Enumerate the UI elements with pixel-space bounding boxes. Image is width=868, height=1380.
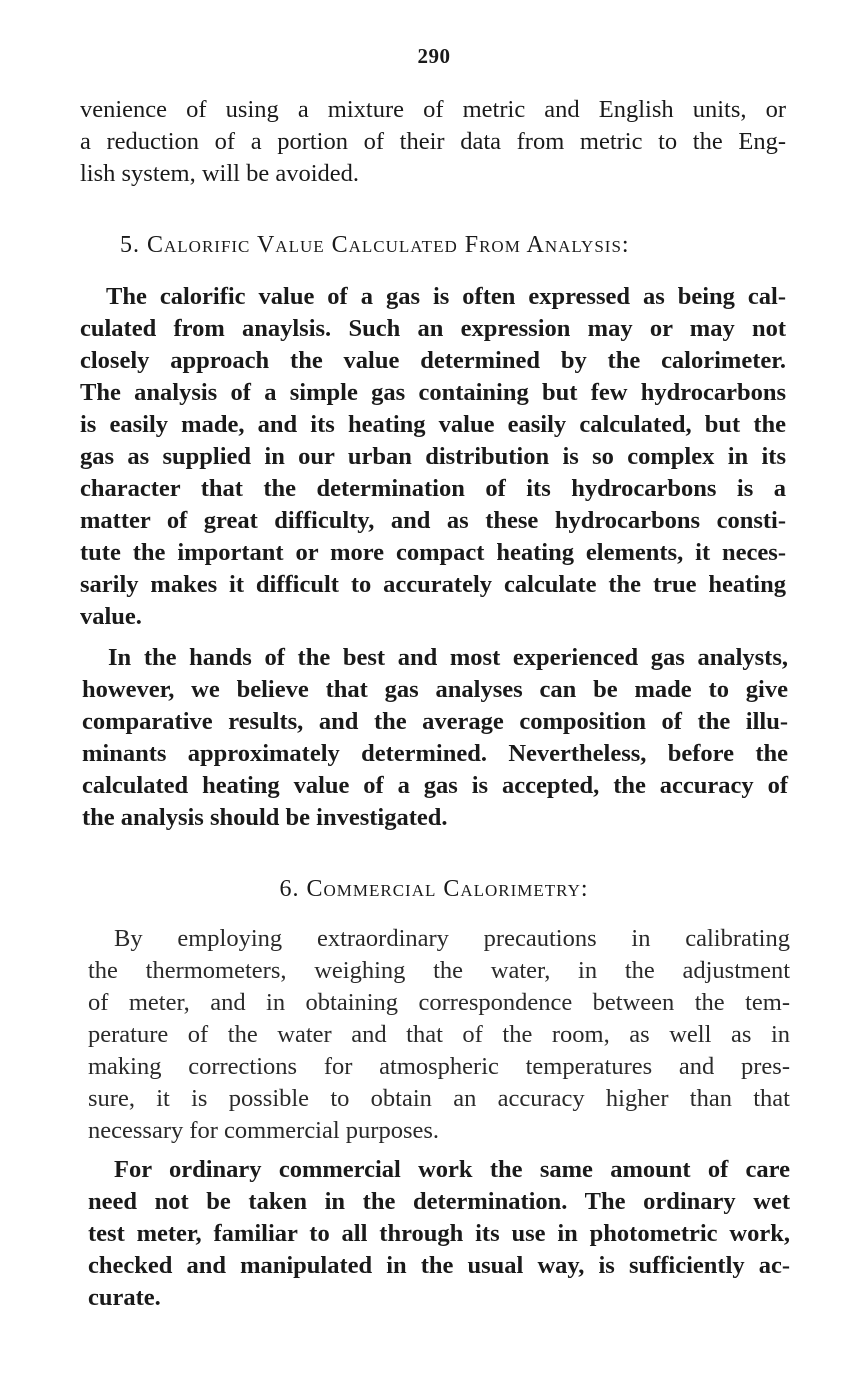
text-line: the thermometers, weighing the water, in the adjustment bbox=[88, 957, 790, 984]
text-line: checked and manipulated in the usual way, is sufficiently ac- bbox=[88, 1252, 790, 1279]
text-line: of meter, and in obtaining correspondence between the tem- bbox=[88, 989, 790, 1016]
text-line: perature of the water and that of the room, as well as in bbox=[88, 1021, 790, 1048]
text-line: venience of using a mixture of metric and English units, or bbox=[80, 96, 786, 123]
section-heading-text: 5. Calorific Value Calculated From Analysis: bbox=[120, 232, 630, 258]
section-5-paragraph-1 bbox=[80, 281, 786, 633]
text-line: necessary for commercial purposes. bbox=[88, 1117, 440, 1144]
text-line: calculated heating value of a gas is accepted, the accuracy of bbox=[82, 772, 788, 799]
text-line: minants approximately determined. Nevertheless, before the bbox=[82, 740, 788, 767]
text-line: value. bbox=[80, 603, 142, 630]
text-line: sure, it is possible to obtain an accuracy higher than that bbox=[88, 1085, 790, 1112]
text-line: making corrections for atmospheric temperatures and pres- bbox=[88, 1053, 790, 1080]
section-6-heading bbox=[0, 876, 868, 903]
text-line: culated from anaylsis. Such an expression may or may not bbox=[80, 315, 786, 342]
text-line: need not be taken in the determination. The ordinary wet bbox=[88, 1188, 790, 1215]
text-line: By employing extraordinary precautions in calibrating bbox=[114, 925, 790, 952]
text-line: For ordinary commercial work the same amount of care bbox=[114, 1156, 790, 1183]
section-5-heading bbox=[120, 232, 820, 259]
text-line: gas as supplied in our urban distribution is so complex in its bbox=[80, 443, 786, 470]
text-line: The analysis of a simple gas containing but few hydrocarbons bbox=[80, 379, 786, 406]
text-line: lish system, will be avoided. bbox=[80, 160, 359, 187]
text-line: The calorific value of a gas is often expressed as being cal- bbox=[106, 283, 786, 310]
text-line: sarily makes it difficult to accurately calculate the true heating bbox=[80, 571, 786, 598]
text-line: however, we believe that gas analyses can be made to give bbox=[82, 676, 788, 703]
section-6-paragraph-1 bbox=[88, 923, 790, 1147]
text-line: character that the determination of its hydrocarbons is a bbox=[80, 475, 786, 502]
text-line: the analysis should be investigated. bbox=[82, 804, 448, 831]
text-line: In the hands of the best and most experienced gas analysts, bbox=[108, 644, 788, 671]
text-line: closely approach the value determined by the calorimeter. bbox=[80, 347, 786, 374]
section-5-paragraph-2 bbox=[82, 642, 788, 834]
section-heading-text: 6. Commercial Calorimetry: bbox=[279, 876, 589, 902]
page-number: 290 bbox=[417, 44, 451, 68]
text-line: test meter, familiar to all through its use in photometric work, bbox=[88, 1220, 790, 1247]
text-line: is easily made, and its heating value easily calculated, but the bbox=[80, 411, 786, 438]
text-line: curate. bbox=[88, 1284, 161, 1311]
text-line: tute the important or more compact heating elements, it neces- bbox=[80, 539, 786, 566]
text-line: a reduction of a portion of their data from metric to the Eng- bbox=[80, 128, 786, 155]
intro-paragraph bbox=[80, 94, 786, 190]
text-line: comparative results, and the average composition of the illu- bbox=[82, 708, 788, 735]
section-6-paragraph-2 bbox=[88, 1154, 790, 1314]
text-line: matter of great difficulty, and as these hydrocarbons consti- bbox=[80, 507, 786, 534]
